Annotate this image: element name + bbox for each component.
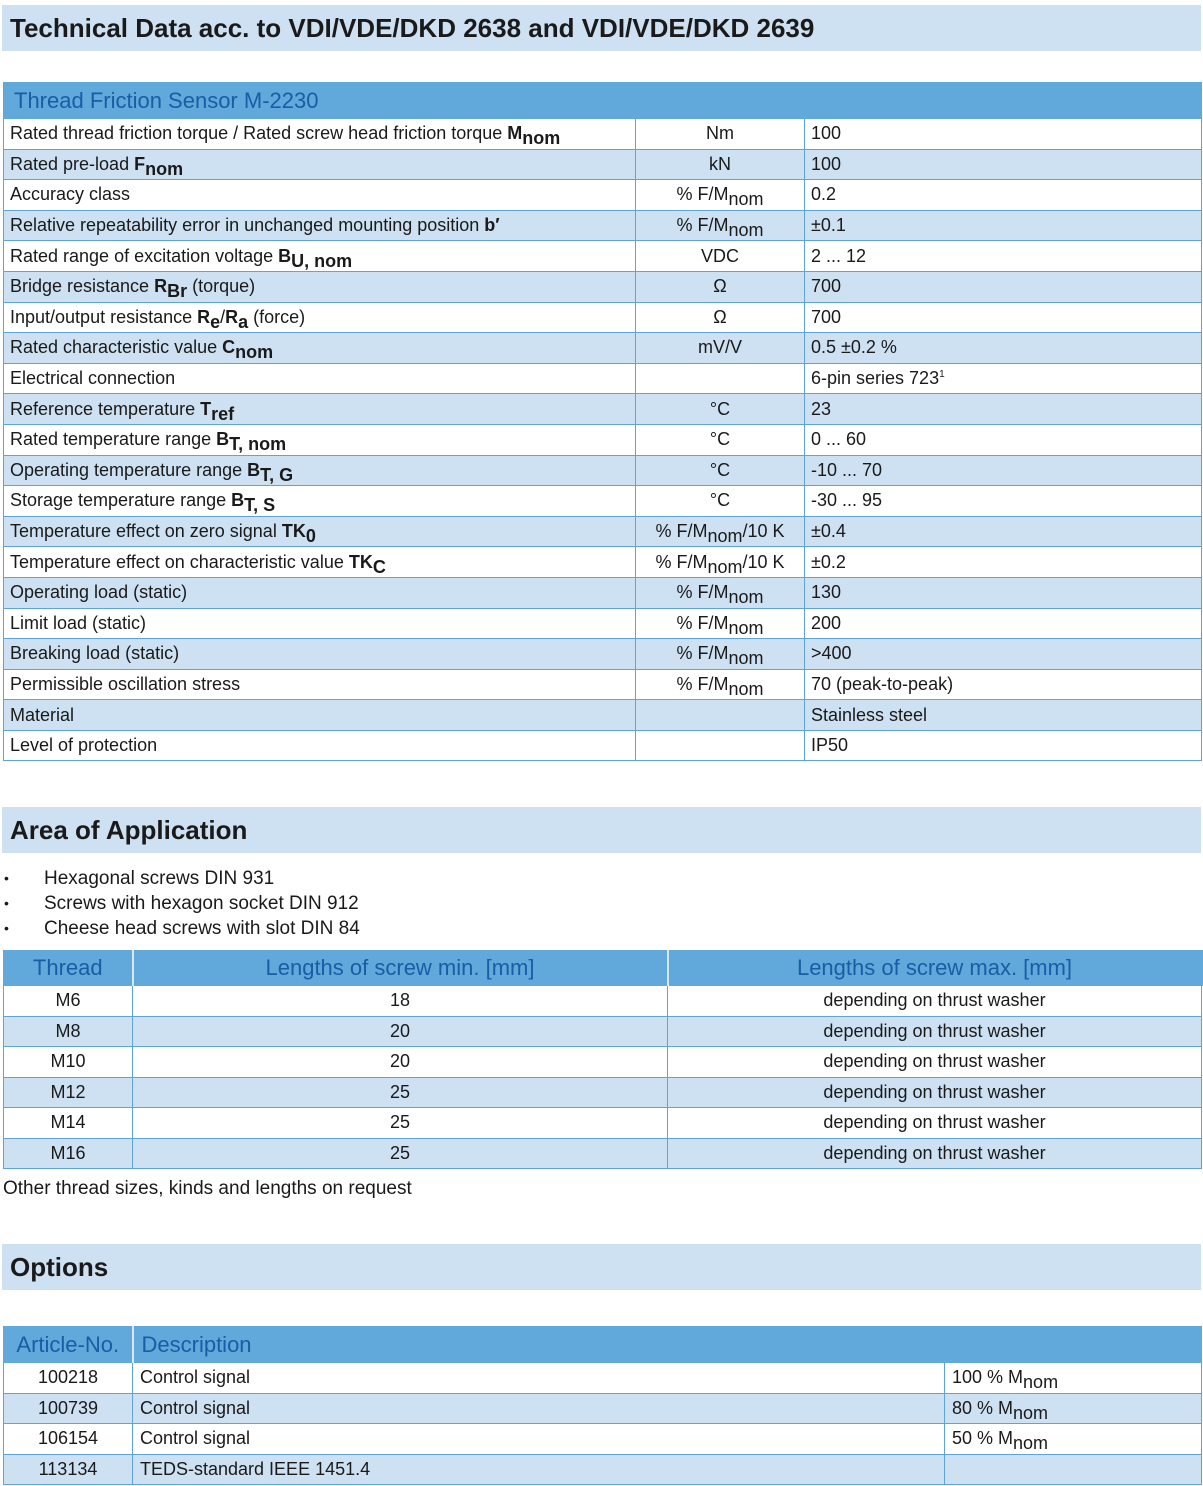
- max-length: depending on thrust washer: [668, 1016, 1202, 1047]
- thread-row: [4, 1047, 1202, 1078]
- max-length: depending on thrust washer: [668, 1047, 1202, 1078]
- spec-symbol-sub: U, nom: [291, 250, 353, 271]
- spec-symbol-sub: T, S: [244, 495, 276, 516]
- spec-value: [805, 577, 1202, 608]
- spec-value-text: 0.5 ±0.2 %: [811, 337, 897, 358]
- spec-row: [4, 608, 1202, 639]
- spec-label-text: Temperature effect on zero signal: [10, 521, 282, 542]
- spec-row: [4, 700, 1202, 731]
- spec-symbol: TK: [348, 551, 373, 572]
- option-description: Control signal: [133, 1393, 945, 1424]
- spec-label-text: Operating temperature range: [10, 459, 248, 480]
- spec-unit: [636, 119, 805, 150]
- max-length-header: Lengths of screw max. [mm]: [668, 951, 1202, 986]
- spec-label: [4, 730, 636, 761]
- spec-symbol: b′: [484, 215, 500, 236]
- spec-row: [4, 486, 1202, 517]
- spec-value: [805, 149, 1202, 180]
- spec-label-text: Temperature effect on characteristic value: [10, 551, 349, 572]
- spec-unit-text: % F/M: [676, 673, 729, 694]
- spec-value: [805, 730, 1202, 761]
- spec-label-text: Accuracy class: [10, 184, 131, 205]
- max-length: depending on thrust washer: [668, 1108, 1202, 1139]
- min-length: 18: [133, 986, 668, 1017]
- spec-unit-text: °C: [709, 459, 731, 480]
- spec-symbol-sub: Br: [167, 281, 188, 302]
- spec-label-text: Rated characteristic value: [10, 337, 223, 358]
- spec-row: [4, 547, 1202, 578]
- spec-label-text: Permissible oscillation stress: [10, 673, 241, 694]
- option-description: Control signal: [133, 1363, 945, 1394]
- spec-value: [805, 486, 1202, 517]
- spec-value-text: 700: [811, 276, 842, 297]
- spec-unit-text: Nm: [706, 123, 734, 144]
- thread-table: [3, 950, 1203, 1169]
- spec-value: [805, 424, 1202, 455]
- spec-label-text: Reference temperature: [10, 398, 201, 419]
- option-row: [4, 1454, 1202, 1485]
- spec-unit: [636, 608, 805, 639]
- spec-value-text: 0.2: [811, 184, 837, 205]
- spec-label: [4, 149, 636, 180]
- spec-unit: [636, 516, 805, 547]
- spec-symbol: T: [200, 398, 212, 419]
- options-table: [3, 1326, 1202, 1485]
- spec-label: [4, 302, 636, 333]
- spec-label: [4, 486, 636, 517]
- thread-row: [4, 1077, 1202, 1108]
- spec-unit: [636, 577, 805, 608]
- spec-unit-text: VDC: [700, 245, 739, 266]
- application-item-text: Screws with hexagon socket DIN 912: [44, 893, 359, 914]
- spec-label-text: Rated temperature range: [10, 429, 217, 450]
- thread-size: M10: [4, 1047, 133, 1078]
- request-note: Other thread sizes, kinds and lengths on request: [3, 1178, 412, 1199]
- page-title: Technical Data acc. to VDI/VDE/DKD 2638 and VDI/VDE/DKD 2639: [2, 5, 1201, 51]
- thread-row: [4, 1138, 1202, 1169]
- spec-value-text: 100: [811, 123, 842, 144]
- application-item: [0, 916, 360, 941]
- bullet-icon: •: [4, 895, 9, 911]
- option-level-text: 50 % M: [952, 1428, 1014, 1449]
- spec-label-text: Input/output resistance: [10, 306, 198, 327]
- spec-unit: [636, 333, 805, 364]
- spec-unit-sub: nom: [728, 678, 764, 699]
- application-item-text: Cheese head screws with slot DIN 84: [44, 918, 360, 939]
- spec-label-text: Level of protection: [10, 735, 158, 756]
- spec-label: [4, 669, 636, 700]
- spec-symbol-sub: C: [372, 556, 386, 577]
- bullet-icon: •: [4, 920, 9, 936]
- option-description: TEDS-standard IEEE 1451.4: [133, 1454, 945, 1485]
- option-level-sub: nom: [1013, 1433, 1049, 1454]
- spec-symbol: C: [222, 337, 236, 358]
- min-length: 25: [133, 1108, 668, 1139]
- article-number: 113134: [4, 1454, 133, 1485]
- min-length: 20: [133, 1047, 668, 1078]
- thread-size: M16: [4, 1138, 133, 1169]
- application-item: [0, 891, 360, 916]
- spec-unit-sub: nom: [728, 617, 764, 638]
- spec-label: [4, 119, 636, 150]
- spec-symbol: B: [231, 490, 245, 511]
- spec-unit-sub: nom: [707, 526, 743, 547]
- spec-value: [805, 333, 1202, 364]
- spec-row: [4, 730, 1202, 761]
- spec-value: [805, 363, 1202, 394]
- thread-row: [4, 986, 1202, 1017]
- spec-label: [4, 608, 636, 639]
- spec-unit: [636, 149, 805, 180]
- spec-value-text: ±0.4: [811, 521, 846, 542]
- spec-value: [805, 669, 1202, 700]
- spec-row: [4, 333, 1202, 364]
- spec-symbol: R: [197, 306, 211, 327]
- spec-separator: /: [220, 306, 226, 327]
- spec-unit-text: Ω: [713, 306, 727, 327]
- spec-unit-text: °C: [709, 398, 731, 419]
- spec-label: [4, 180, 636, 211]
- spec-unit: [636, 700, 805, 731]
- spec-unit-text: % F/M: [655, 551, 708, 572]
- spec-value-text: >400: [811, 643, 852, 664]
- min-length: 25: [133, 1077, 668, 1108]
- option-row: [4, 1424, 1202, 1455]
- description-header: Description: [133, 1327, 1202, 1363]
- option-level-text: 80 % M: [952, 1397, 1014, 1418]
- spec-unit-sub: nom: [728, 189, 764, 210]
- spec-value: [805, 394, 1202, 425]
- spec-label: [4, 455, 636, 486]
- spec-value: [805, 547, 1202, 578]
- spec-unit-text: % F/M: [676, 215, 729, 236]
- spec-label: [4, 547, 636, 578]
- spec-unit-text: kN: [709, 153, 731, 174]
- spec-label: [4, 394, 636, 425]
- option-level: [945, 1424, 1202, 1455]
- spec-row: [4, 149, 1202, 180]
- spec-symbol-2-sub: a: [238, 311, 249, 332]
- spec-unit: [636, 669, 805, 700]
- spec-symbol: M: [507, 123, 523, 144]
- spec-label: [4, 241, 636, 272]
- spec-value-text: 100: [811, 153, 842, 174]
- spec-symbol-sub: 0: [305, 526, 316, 547]
- spec-unit: [636, 424, 805, 455]
- spec-value-text: 130: [811, 582, 842, 603]
- article-header: Article-No.: [4, 1327, 133, 1363]
- spec-label-text: Operating load (static): [10, 582, 188, 603]
- spec-unit-text: % F/M: [676, 582, 729, 603]
- spec-symbol-sub: nom: [145, 158, 184, 179]
- spec-label-text: Relative repeatability error in unchanged mounting position: [10, 215, 485, 236]
- thread-header: Thread: [4, 951, 133, 986]
- spec-unit-suffix: /10 K: [742, 551, 785, 572]
- spec-unit: [636, 730, 805, 761]
- spec-unit-text: % F/M: [676, 612, 729, 633]
- spec-unit: [636, 302, 805, 333]
- spec-label: [4, 516, 636, 547]
- spec-label: [4, 271, 636, 302]
- spec-unit: [636, 210, 805, 241]
- spec-value: [805, 119, 1202, 150]
- sensor-title: Thread Friction Sensor M-2230: [4, 83, 1202, 119]
- spec-value-text: 700: [811, 306, 842, 327]
- spec-label: [4, 577, 636, 608]
- spec-symbol-sub: nom: [235, 342, 274, 363]
- spec-symbol: B: [216, 429, 230, 450]
- spec-value-text: -10 ... 70: [811, 459, 883, 480]
- spec-unit-text: % F/M: [676, 643, 729, 664]
- article-number: 100739: [4, 1393, 133, 1424]
- article-number: 106154: [4, 1424, 133, 1455]
- spec-unit-text: % F/M: [655, 521, 708, 542]
- technical-data-table: [3, 82, 1202, 761]
- spec-value-text: 200: [811, 612, 842, 633]
- min-length: 25: [133, 1138, 668, 1169]
- spec-unit-sub: nom: [728, 648, 764, 669]
- spec-symbol-sub: nom: [522, 128, 561, 149]
- spec-value-text: 70 (peak-to-peak): [811, 673, 954, 694]
- option-level-text: 100 % M: [952, 1367, 1024, 1388]
- spec-unit-text: Ω: [713, 276, 727, 297]
- application-title: Area of Application: [2, 807, 1201, 853]
- spec-value-text: IP50: [811, 735, 849, 756]
- spec-row: [4, 577, 1202, 608]
- option-row: [4, 1393, 1202, 1424]
- spec-symbol: B: [247, 459, 261, 480]
- spec-row: [4, 394, 1202, 425]
- spec-label-text: Limit load (static): [10, 612, 147, 633]
- spec-value: [805, 455, 1202, 486]
- min-length: 20: [133, 1016, 668, 1047]
- spec-value: [805, 700, 1202, 731]
- options-title: Options: [2, 1244, 1201, 1290]
- spec-row: [4, 669, 1202, 700]
- spec-value-text: 0 ... 60: [811, 429, 867, 450]
- spec-unit: [636, 241, 805, 272]
- thread-size: M14: [4, 1108, 133, 1139]
- application-item: [0, 866, 360, 891]
- spec-symbol-sub: T, G: [260, 464, 294, 485]
- spec-row: [4, 639, 1202, 670]
- thread-size: M6: [4, 986, 133, 1017]
- spec-unit-text: °C: [709, 490, 731, 511]
- spec-label-text: Storage temperature range: [10, 490, 232, 511]
- spec-value-text: 6-pin series 723: [811, 368, 940, 389]
- spec-symbol-sub: ref: [211, 403, 235, 424]
- application-list: [0, 866, 360, 941]
- spec-unit: [636, 455, 805, 486]
- thread-row: [4, 1016, 1202, 1047]
- spec-label-text: Material: [10, 704, 75, 725]
- spec-value: [805, 210, 1202, 241]
- option-row: [4, 1363, 1202, 1394]
- spec-row: [4, 119, 1202, 150]
- spec-unit: [636, 363, 805, 394]
- spec-row: [4, 424, 1202, 455]
- spec-value-text: 2 ... 12: [811, 245, 867, 266]
- spec-row: [4, 210, 1202, 241]
- min-length-header: Lengths of screw min. [mm]: [133, 951, 668, 986]
- option-level-sub: nom: [1013, 1402, 1049, 1423]
- max-length: depending on thrust washer: [668, 1138, 1202, 1169]
- spec-value: [805, 608, 1202, 639]
- spec-label-text: Rated thread friction torque / Rated screw head friction torque: [10, 123, 508, 144]
- spec-value: [805, 180, 1202, 211]
- spec-row: [4, 516, 1202, 547]
- spec-unit: [636, 180, 805, 211]
- spec-symbol-2: R: [225, 306, 239, 327]
- spec-value-text: -30 ... 95: [811, 490, 883, 511]
- spec-label-text: Rated pre-load: [10, 153, 135, 174]
- spec-value: [805, 241, 1202, 272]
- spec-value: [805, 302, 1202, 333]
- footnote-marker: 1: [939, 369, 945, 381]
- thread-row: [4, 1108, 1202, 1139]
- spec-label: [4, 333, 636, 364]
- spec-unit: [636, 271, 805, 302]
- option-level: [945, 1363, 1202, 1394]
- spec-unit-text: °C: [709, 429, 731, 450]
- spec-symbol: F: [134, 153, 146, 174]
- spec-label-suffix: (force): [248, 306, 306, 327]
- application-item-text: Hexagonal screws DIN 931: [44, 868, 275, 889]
- spec-value-text: Stainless steel: [811, 704, 928, 725]
- thread-size: M12: [4, 1077, 133, 1108]
- spec-unit-sub: nom: [707, 556, 743, 577]
- spec-label-text: Bridge resistance: [10, 276, 155, 297]
- spec-unit-text: % F/M: [676, 184, 729, 205]
- spec-label: [4, 700, 636, 731]
- spec-value-text: ±0.1: [811, 215, 846, 236]
- spec-label: [4, 424, 636, 455]
- spec-unit-sub: nom: [728, 220, 764, 241]
- spec-unit: [636, 547, 805, 578]
- spec-unit-text: mV/V: [697, 337, 742, 358]
- spec-row: [4, 363, 1202, 394]
- option-description: Control signal: [133, 1424, 945, 1455]
- spec-label-text: Rated range of excitation voltage: [10, 245, 279, 266]
- spec-symbol: B: [278, 245, 292, 266]
- spec-symbol-sub: e: [210, 311, 221, 332]
- bullet-icon: •: [4, 870, 9, 886]
- option-level: [945, 1454, 1202, 1485]
- spec-unit: [636, 639, 805, 670]
- spec-label-text: Electrical connection: [10, 368, 176, 389]
- spec-label: [4, 363, 636, 394]
- spec-value: [805, 516, 1202, 547]
- spec-row: [4, 271, 1202, 302]
- spec-unit: [636, 486, 805, 517]
- spec-symbol-sub: T, nom: [229, 434, 287, 455]
- article-number: 100218: [4, 1363, 133, 1394]
- spec-row: [4, 455, 1202, 486]
- spec-label: [4, 639, 636, 670]
- spec-unit: [636, 394, 805, 425]
- spec-row: [4, 180, 1202, 211]
- option-level-sub: nom: [1023, 1372, 1059, 1393]
- spec-unit-suffix: /10 K: [742, 521, 785, 542]
- option-level: [945, 1393, 1202, 1424]
- spec-row: [4, 241, 1202, 272]
- spec-label-suffix: (torque): [187, 276, 256, 297]
- spec-value: [805, 639, 1202, 670]
- spec-value-text: ±0.2: [811, 551, 846, 572]
- spec-label: [4, 210, 636, 241]
- spec-symbol: R: [154, 276, 168, 297]
- spec-value-text: 23: [811, 398, 832, 419]
- max-length: depending on thrust washer: [668, 1077, 1202, 1108]
- spec-value: [805, 271, 1202, 302]
- spec-unit-sub: nom: [728, 587, 764, 608]
- spec-label-text: Breaking load (static): [10, 643, 180, 664]
- max-length: depending on thrust washer: [668, 986, 1202, 1017]
- thread-size: M8: [4, 1016, 133, 1047]
- spec-row: [4, 302, 1202, 333]
- spec-symbol: TK: [281, 521, 306, 542]
